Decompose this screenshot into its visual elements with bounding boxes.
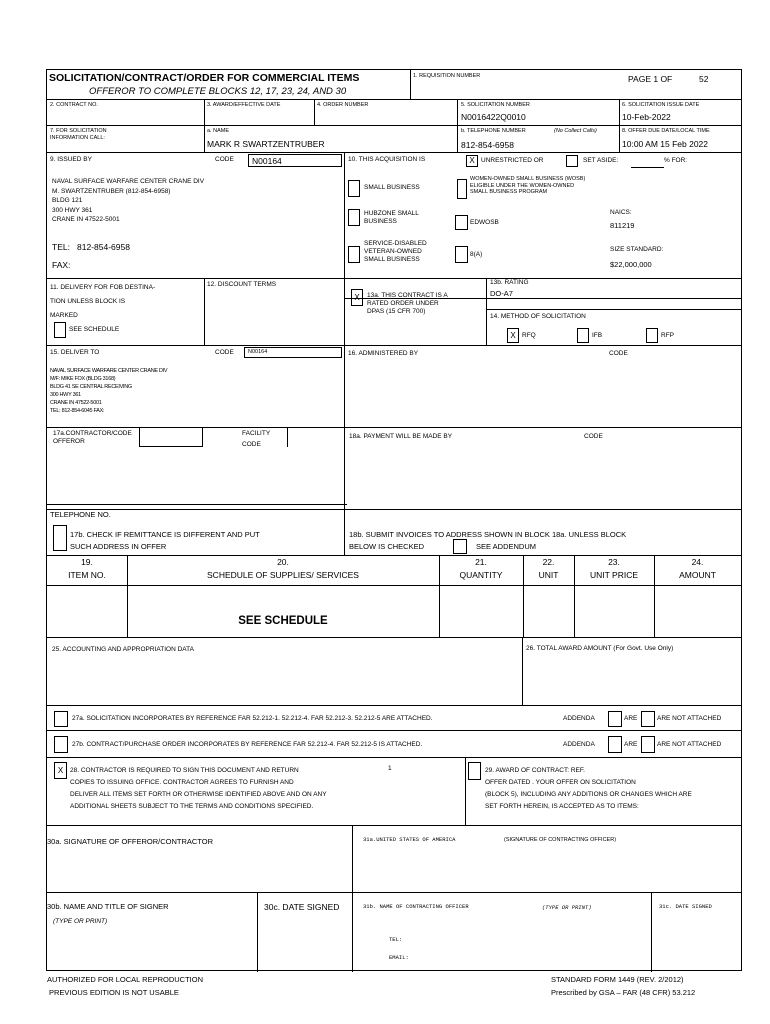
- rfp-checkbox[interactable]: [646, 328, 658, 343]
- eight-a-checkbox[interactable]: [455, 246, 468, 263]
- 31b-tel: TEL:: [389, 936, 403, 943]
- fob-destination-label: 11. DELIVERY FOR FOB DESTINA- TION UNLESS BLOCK IS MARKED: [50, 284, 156, 319]
- 27a-are-not-label: ARE NOT ATTACHED: [657, 715, 722, 722]
- wosb-label: WOMEN-OWNED SMALL BUSINESS (WOSB) ELIGIBLE UNDER THE WOMEN-OWNED SMALL BUSINESS PROGRAM: [470, 176, 586, 195]
- contract-no-label: 2. CONTRACT NO.: [50, 102, 98, 108]
- ifb-label: IFB: [592, 332, 603, 339]
- order-number-label: 4. ORDER NUMBER: [317, 102, 369, 108]
- invoice-label: 18b. SUBMIT INVOICES TO ADDRESS SHOWN IN BLOCK 18a. UNLESS BLOCK BELOW IS CHECKED: [349, 530, 627, 551]
- 27a-label: 27a. SOLICITATION INCORPORATES BY REFERENCE FAR 52.212-1. 52.212-4. FAR 52.212-3. 52.212-5 ARE ATTACHED.: [72, 715, 433, 722]
- total-award-label: 26. TOTAL AWARD AMOUNT (For Govt. Use Only): [526, 645, 674, 652]
- addendum-label: SEE ADDENDUM: [476, 542, 537, 551]
- set-aside-label: SET ASIDE:: [583, 157, 619, 164]
- award-date-label: 3. AWARD/EFFECTIVE DATE: [207, 102, 281, 108]
- requisition-label: 1. REQUISITION NUMBER: [413, 73, 481, 79]
- edwosb-checkbox[interactable]: [455, 215, 468, 230]
- footer-left-1: AUTHORIZED FOR LOCAL REPRODUCTION: [47, 975, 203, 984]
- contractor-label: 17a.CONTRACTOR/ OFFEROR: [53, 430, 114, 445]
- issued-by-fax-label: FAX:: [52, 260, 71, 270]
- remittance-label: 17b. CHECK IF REMITTANCE IS DIFFERENT AND PUT SUCH ADDRESS IN OFFER: [70, 530, 260, 551]
- 27a-checkbox[interactable]: [54, 711, 68, 727]
- 27a-addenda-label: ADDENDA: [563, 715, 595, 722]
- solicitation-number[interactable]: N0016422Q0010: [461, 112, 526, 122]
- eight-a-label: 8(A): [470, 251, 483, 258]
- footer-right-1: STANDARD FORM 1449 (REV. 2/2012): [551, 975, 684, 984]
- size-standard: $22,000,000: [610, 260, 652, 269]
- ifb-checkbox[interactable]: [577, 328, 589, 343]
- rfq-label: RFQ: [522, 332, 536, 339]
- solicitation-info-label: 7. FOR SOLICITATION INFORMATION CALL:: [50, 128, 107, 141]
- deliver-to-address: NAVAL SURFACE WARFARE CENTER CRANE DIV M/F: MIKE FOX (BLDG 3168) BLDG 41 SE CENTRAL RECEIVING 300 HWY 361 CRANE IN 47522-5001 TEL: 812-854-6045 FAX:: [50, 368, 168, 414]
- issued-by-code-label: CODE: [215, 156, 234, 163]
- 30b-label: 30b. NAME AND TITLE OF SIGNER: [47, 902, 169, 911]
- footer-right-2: Prescribed by GSA – FAR (48 CFR) 53.212: [551, 988, 696, 997]
- solicitation-issue-date[interactable]: 10-Feb-2022: [622, 112, 671, 122]
- 31b-email: EMAIL:: [389, 954, 409, 961]
- remittance-checkbox[interactable]: [53, 525, 67, 551]
- rated-order-check-mark: X: [354, 292, 360, 302]
- col-unit-price: UNIT PRICE: [589, 570, 639, 580]
- col-schedule: SCHEDULE OF SUPPLIES/ SERVICES: [207, 570, 359, 580]
- administered-by-code-label: CODE: [609, 350, 628, 357]
- contact-phone[interactable]: 812-854-6958: [461, 140, 514, 150]
- see-schedule-checkbox[interactable]: [54, 322, 66, 338]
- 30a-label: 30a. SIGNATURE OF OFFEROR/CONTRACTOR: [47, 837, 213, 846]
- 28-text: 28. CONTRACTOR IS REQUIRED TO SIGN THIS DOCUMENT AND RETURN COPIES TO ISSUING OFFICE. CONTRACTOR AGREES TO FURNISH AND DELIVER ALL ITEMS SET FORTH OR OTHERWISE IDENTIFIED ABOVE AND ON ANY ADDITIONAL SHEETS SUBJECT TO THE TERMS AND CONDITIONS SPECIFIED.: [70, 767, 327, 810]
- sf1449-form: [46, 69, 742, 971]
- 29-checkbox[interactable]: [468, 762, 481, 780]
- page-label: PAGE 1 OF: [628, 74, 673, 84]
- 27b-are-not-checkbox[interactable]: [641, 736, 655, 753]
- issued-by-code: N00164: [252, 155, 282, 166]
- telephone-no-label: TELEPHONE NO.: [50, 510, 111, 519]
- form-title: SOLICITATION/CONTRACT/ORDER FOR COMMERCIAL ITEMS: [49, 72, 360, 84]
- solicitation-number-label: 5. SOLICITATION NUMBER: [461, 102, 530, 108]
- 27b-label: 27b. CONTRACT/PURCHASE ORDER INCORPORATES BY REFERENCE FAR 52.212-4. FAR 52.212-5 IS ATTACHED.: [72, 741, 423, 748]
- contractor-code-label: CODE: [113, 430, 132, 437]
- sdvosb-checkbox[interactable]: [348, 246, 360, 263]
- facility-code-box[interactable]: [287, 427, 345, 447]
- 27b-checkbox[interactable]: [54, 736, 68, 753]
- col-item-no: ITEM NO.: [68, 570, 106, 580]
- telephone-label: b. TELEPHONE NUMBER: [461, 128, 526, 134]
- 27b-are-checkbox[interactable]: [608, 736, 622, 753]
- unrestricted-checkbox[interactable]: [466, 155, 478, 167]
- 31b-label: 31b. NAME OF CONTRACTING OFFICER: [363, 903, 469, 910]
- issued-by-label: 9. ISSUED BY: [50, 156, 92, 163]
- 27b-are-not-label: ARE NOT ATTACHED: [657, 741, 722, 748]
- administered-by-label: 16. ADMINISTERED BY: [348, 350, 419, 357]
- 30b-sub: (TYPE OR PRINT): [53, 918, 108, 925]
- sdvosb-label: SERVICE-DISABLED VETERAN-OWNED SMALL BUSINESS: [364, 240, 427, 263]
- 29-text: 29. AWARD OF CONTRACT: REF. OFFER DATED . YOUR OFFER ON SOLICITATION (BLOCK 5), INCLUDING ANY ADDITIONS OR CHANGES WHICH ARE SET FORTH HEREIN, IS ACCEPTED AS TO ITEMS:: [485, 767, 692, 810]
- col-unit-price-num: 23.: [608, 557, 620, 567]
- payment-code-label: CODE: [584, 433, 603, 440]
- rating-label: 13b. RATING: [490, 279, 529, 286]
- col-item-no-num: 19.: [81, 557, 93, 567]
- 31a-sig-label: (SIGNATURE OF CONTRACTING OFFICER): [504, 837, 617, 843]
- naics-code: 811219: [610, 221, 635, 230]
- deliver-to-label: 15. DELIVER TO: [50, 349, 100, 356]
- unrestricted-check-mark: X: [469, 156, 475, 165]
- issued-by-tel-label: TEL:: [52, 242, 70, 252]
- 27a-are-checkbox[interactable]: [608, 711, 622, 727]
- col-quantity: QUANTITY: [459, 570, 503, 580]
- col-quantity-num: 21.: [475, 557, 487, 567]
- contractor-code-box[interactable]: [139, 427, 203, 447]
- no-collect-note: (No Collect Calls): [554, 128, 597, 134]
- 28-checkbox[interactable]: [54, 762, 67, 779]
- col-schedule-num: 20.: [277, 557, 289, 567]
- facility-code-label: FACILITY CODE: [242, 430, 271, 448]
- deliver-to-code: N00164: [248, 349, 268, 355]
- set-aside-checkbox[interactable]: [566, 155, 578, 167]
- wosb-checkbox[interactable]: [457, 179, 467, 199]
- offer-due-label: 8. OFFER DUE DATE/LOCAL TIME: [622, 128, 710, 134]
- 27b-addenda-label: ADDENDA: [563, 741, 595, 748]
- col-unit-num: 22.: [542, 557, 555, 567]
- rfq-check-mark: X: [510, 330, 516, 340]
- rated-order-checkbox[interactable]: [351, 289, 363, 306]
- deliver-to-code-label: CODE: [215, 349, 234, 356]
- 31c-label: 31c. DATE SIGNED: [659, 903, 712, 910]
- see-schedule-label: SEE SCHEDULE: [69, 326, 120, 333]
- issued-by-code-box[interactable]: [248, 154, 342, 167]
- small-business-checkbox[interactable]: [348, 180, 360, 197]
- 28-copies: 1: [388, 765, 392, 772]
- rfp-label: RFP: [661, 332, 674, 339]
- hubzone-label: HUBZONE SMALL BUSINESS: [364, 210, 419, 225]
- hubzone-checkbox[interactable]: [348, 209, 360, 226]
- 31a-label: 31a.UNITED STATES OF AMERICA: [363, 836, 456, 843]
- see-schedule-text: SEE SCHEDULE: [238, 615, 328, 627]
- 31b-sub: (TYPE OR PRINT): [542, 904, 592, 911]
- edwosb-label: EDWOSB: [470, 219, 499, 226]
- col-amount-num: 24.: [691, 557, 704, 567]
- rated-order-label: 13a. THIS CONTRACT IS A RATED ORDER UNDER DPAS (15 CFR 700): [367, 292, 448, 315]
- 30c-label: 30c. DATE SIGNED: [264, 902, 340, 912]
- rfq-checkbox[interactable]: [507, 328, 519, 343]
- small-business-label: SMALL BUSINESS: [364, 184, 420, 191]
- addendum-checkbox[interactable]: [453, 539, 467, 554]
- col-amount: AMOUNT: [679, 570, 716, 580]
- method-label: 14. METHOD OF SOLICITATION: [490, 313, 586, 320]
- discount-terms-label: 12. DISCOUNT TERMS: [207, 281, 277, 288]
- accounting-label: 25. ACCOUNTING AND APPROPRIATION DATA: [52, 646, 194, 653]
- contact-name[interactable]: MARK R SWARTZENTRUBER: [207, 139, 325, 149]
- size-standard-label: SIZE STANDARD:: [610, 246, 664, 253]
- 27a-are-label: ARE: [624, 715, 638, 722]
- percent-for-label: % FOR:: [664, 157, 688, 164]
- name-label: a. NAME: [207, 128, 230, 134]
- solicitation-issue-date-label: 6. SOLICITATION ISSUE DATE: [622, 102, 700, 108]
- rating-value: DO-A7: [490, 289, 513, 298]
- unrestricted-label: UNRESTRICTED OR: [481, 157, 544, 164]
- form-subtitle: OFFEROR TO COMPLETE BLOCKS 12, 17, 23, 24, AND 30: [89, 86, 347, 97]
- offer-due-date[interactable]: 10:00 AM 15 Feb 2022: [622, 139, 709, 149]
- footer-left-2: PREVIOUS EDITION IS NOT USABLE: [49, 988, 179, 997]
- col-unit: UNIT: [538, 570, 559, 580]
- issued-by-address: NAVAL SURFACE WARFARE CENTER CRANE DIV M. SWARTZENTRUBER (812-854-6958) BLDG 121 300 HWY 361 CRANE IN 47522-5001: [52, 178, 205, 223]
- 27b-are-label: ARE: [624, 741, 638, 748]
- payment-by-label: 18a. PAYMENT WILL BE MADE BY: [349, 433, 453, 440]
- page-total: 52: [699, 74, 709, 84]
- acquisition-label: 10. THIS ACQUISITION IS: [348, 156, 426, 163]
- naics-label: NAICS:: [610, 209, 632, 216]
- issued-by-tel: 812-854-6958: [77, 242, 130, 252]
- 27a-are-not-checkbox[interactable]: [641, 711, 655, 727]
- 28-check-mark: X: [57, 765, 64, 775]
- deliver-to-code-box[interactable]: [244, 347, 342, 358]
